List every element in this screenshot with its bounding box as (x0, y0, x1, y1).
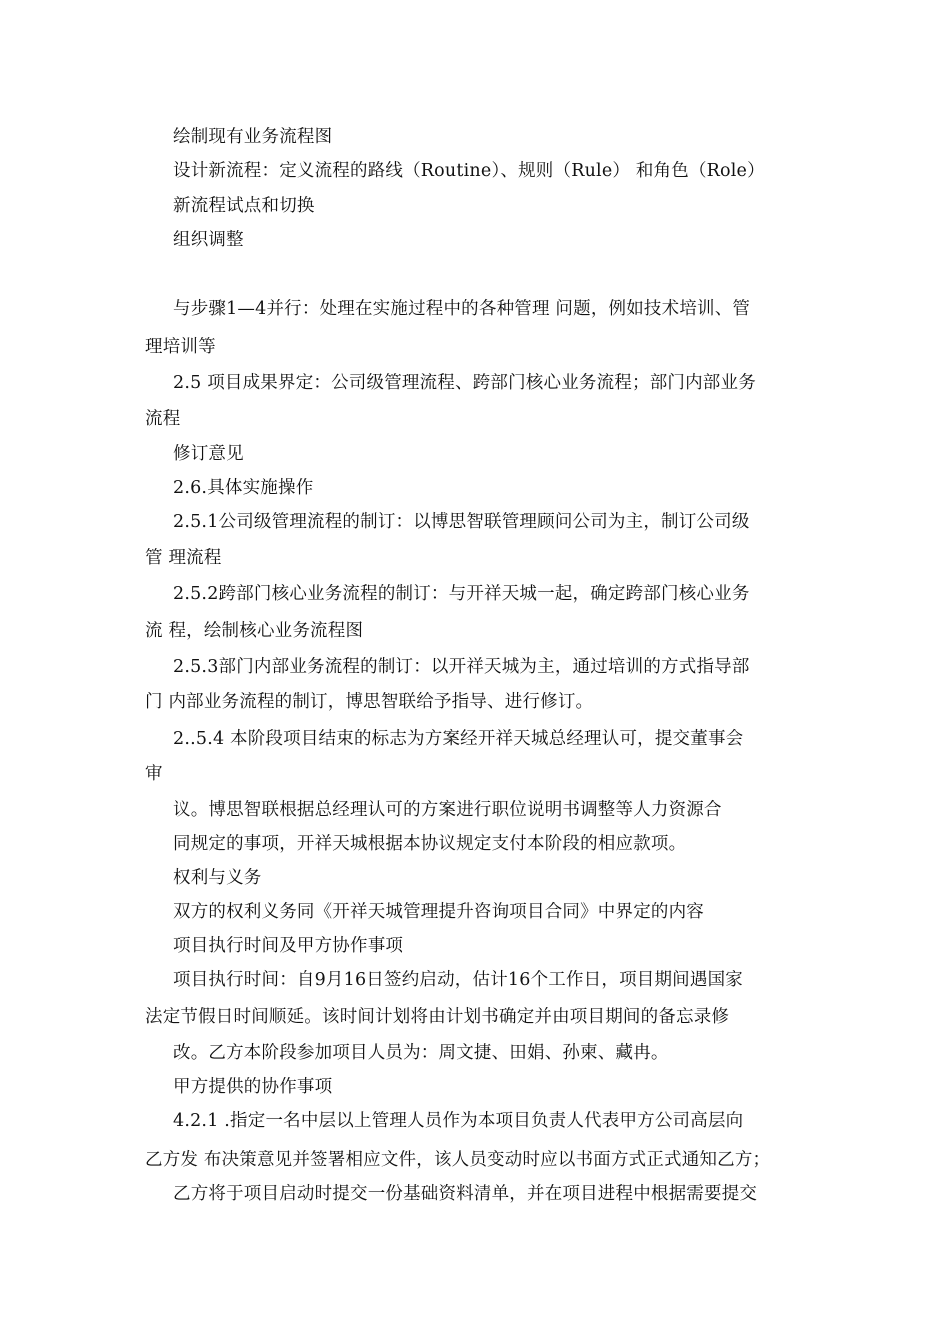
text-line: 议。博思智联根据总经理认可的方案进行职位说明书调整等人力资源合 (173, 800, 722, 820)
text-line: 双方的权利义务同《开祥天城管理提升咨询项目合同》中界定的内容 (173, 902, 704, 922)
text-line: 组织调整 (173, 230, 244, 250)
text-line: 2..5.4 本阶段项目结束的标志为方案经开祥天城总经理认可，提交董事会 (173, 729, 744, 749)
text-line: 流 程，绘制核心业务流程图 (145, 621, 364, 641)
text-line: 乙方将于项目启动时提交一份基础资料清单，并在项目进程中根据需要提交 (173, 1184, 758, 1204)
text-line: 项目执行时间：自9月16日签约启动，估计16个工作日，项目期间遇国家 (173, 970, 743, 990)
text-line: 修订意见 (173, 444, 244, 464)
text-line: 项目执行时间及甲方协作事项 (173, 936, 404, 956)
text-line: 绘制现有业务流程图 (173, 127, 333, 147)
text-line: 2.6.具体实施操作 (173, 478, 314, 498)
text-line: 甲方提供的协作事项 (173, 1077, 333, 1097)
text-line: 2.5.1公司级管理流程的制订：以博思智联管理顾问公司为主，制订公司级 (173, 512, 750, 532)
text-line: 2.5.3部门内部业务流程的制订：以开祥天城为主，通过培训的方式指导部 (173, 657, 750, 677)
text-line: 新流程试点和切换 (173, 196, 315, 216)
text-line: 法定节假日时间顺延。该时间计划将由计划书确定并由项目期间的备忘录修 (145, 1007, 730, 1027)
text-line: 与步骤1—4并行：处理在实施过程中的各种管理 问题，例如技术培训、管 (173, 299, 751, 319)
text-line: 审 (145, 764, 163, 784)
text-line: 管 理流程 (145, 548, 222, 568)
text-line: 2.5 项目成果界定：公司级管理流程、跨部门核心业务流程；部门内部业务 (173, 373, 756, 393)
text-line: 权利与义务 (173, 868, 262, 888)
text-line: 4.2.1 .指定一名中层以上管理人员作为本项目负责人代表甲方公司高层向 (173, 1111, 744, 1131)
text-line: 流程 (145, 409, 181, 429)
text-line: 改。乙方本阶段参加项目人员为：周文捷、田娟、孙柬、藏冉。 (173, 1043, 669, 1063)
text-line: 同规定的事项，开祥天城根据本协议规定支付本阶段的相应款项。 (173, 834, 687, 854)
text-line: 门 内部业务流程的制订，博思智联给予指导、进行修订。 (145, 692, 594, 712)
text-line: 乙方发 布决策意见并签署相应文件，该人员变动时应以书面方式正式通知乙方； (145, 1150, 771, 1170)
text-line: 设计新流程：定义流程的路线（Routine）、规则（Rule） 和角色（Role） (173, 161, 765, 181)
text-line: 理培训等 (145, 337, 216, 357)
text-line: 2.5.2跨部门核心业务流程的制订：与开祥天城一起，确定跨部门核心业务 (173, 584, 750, 604)
